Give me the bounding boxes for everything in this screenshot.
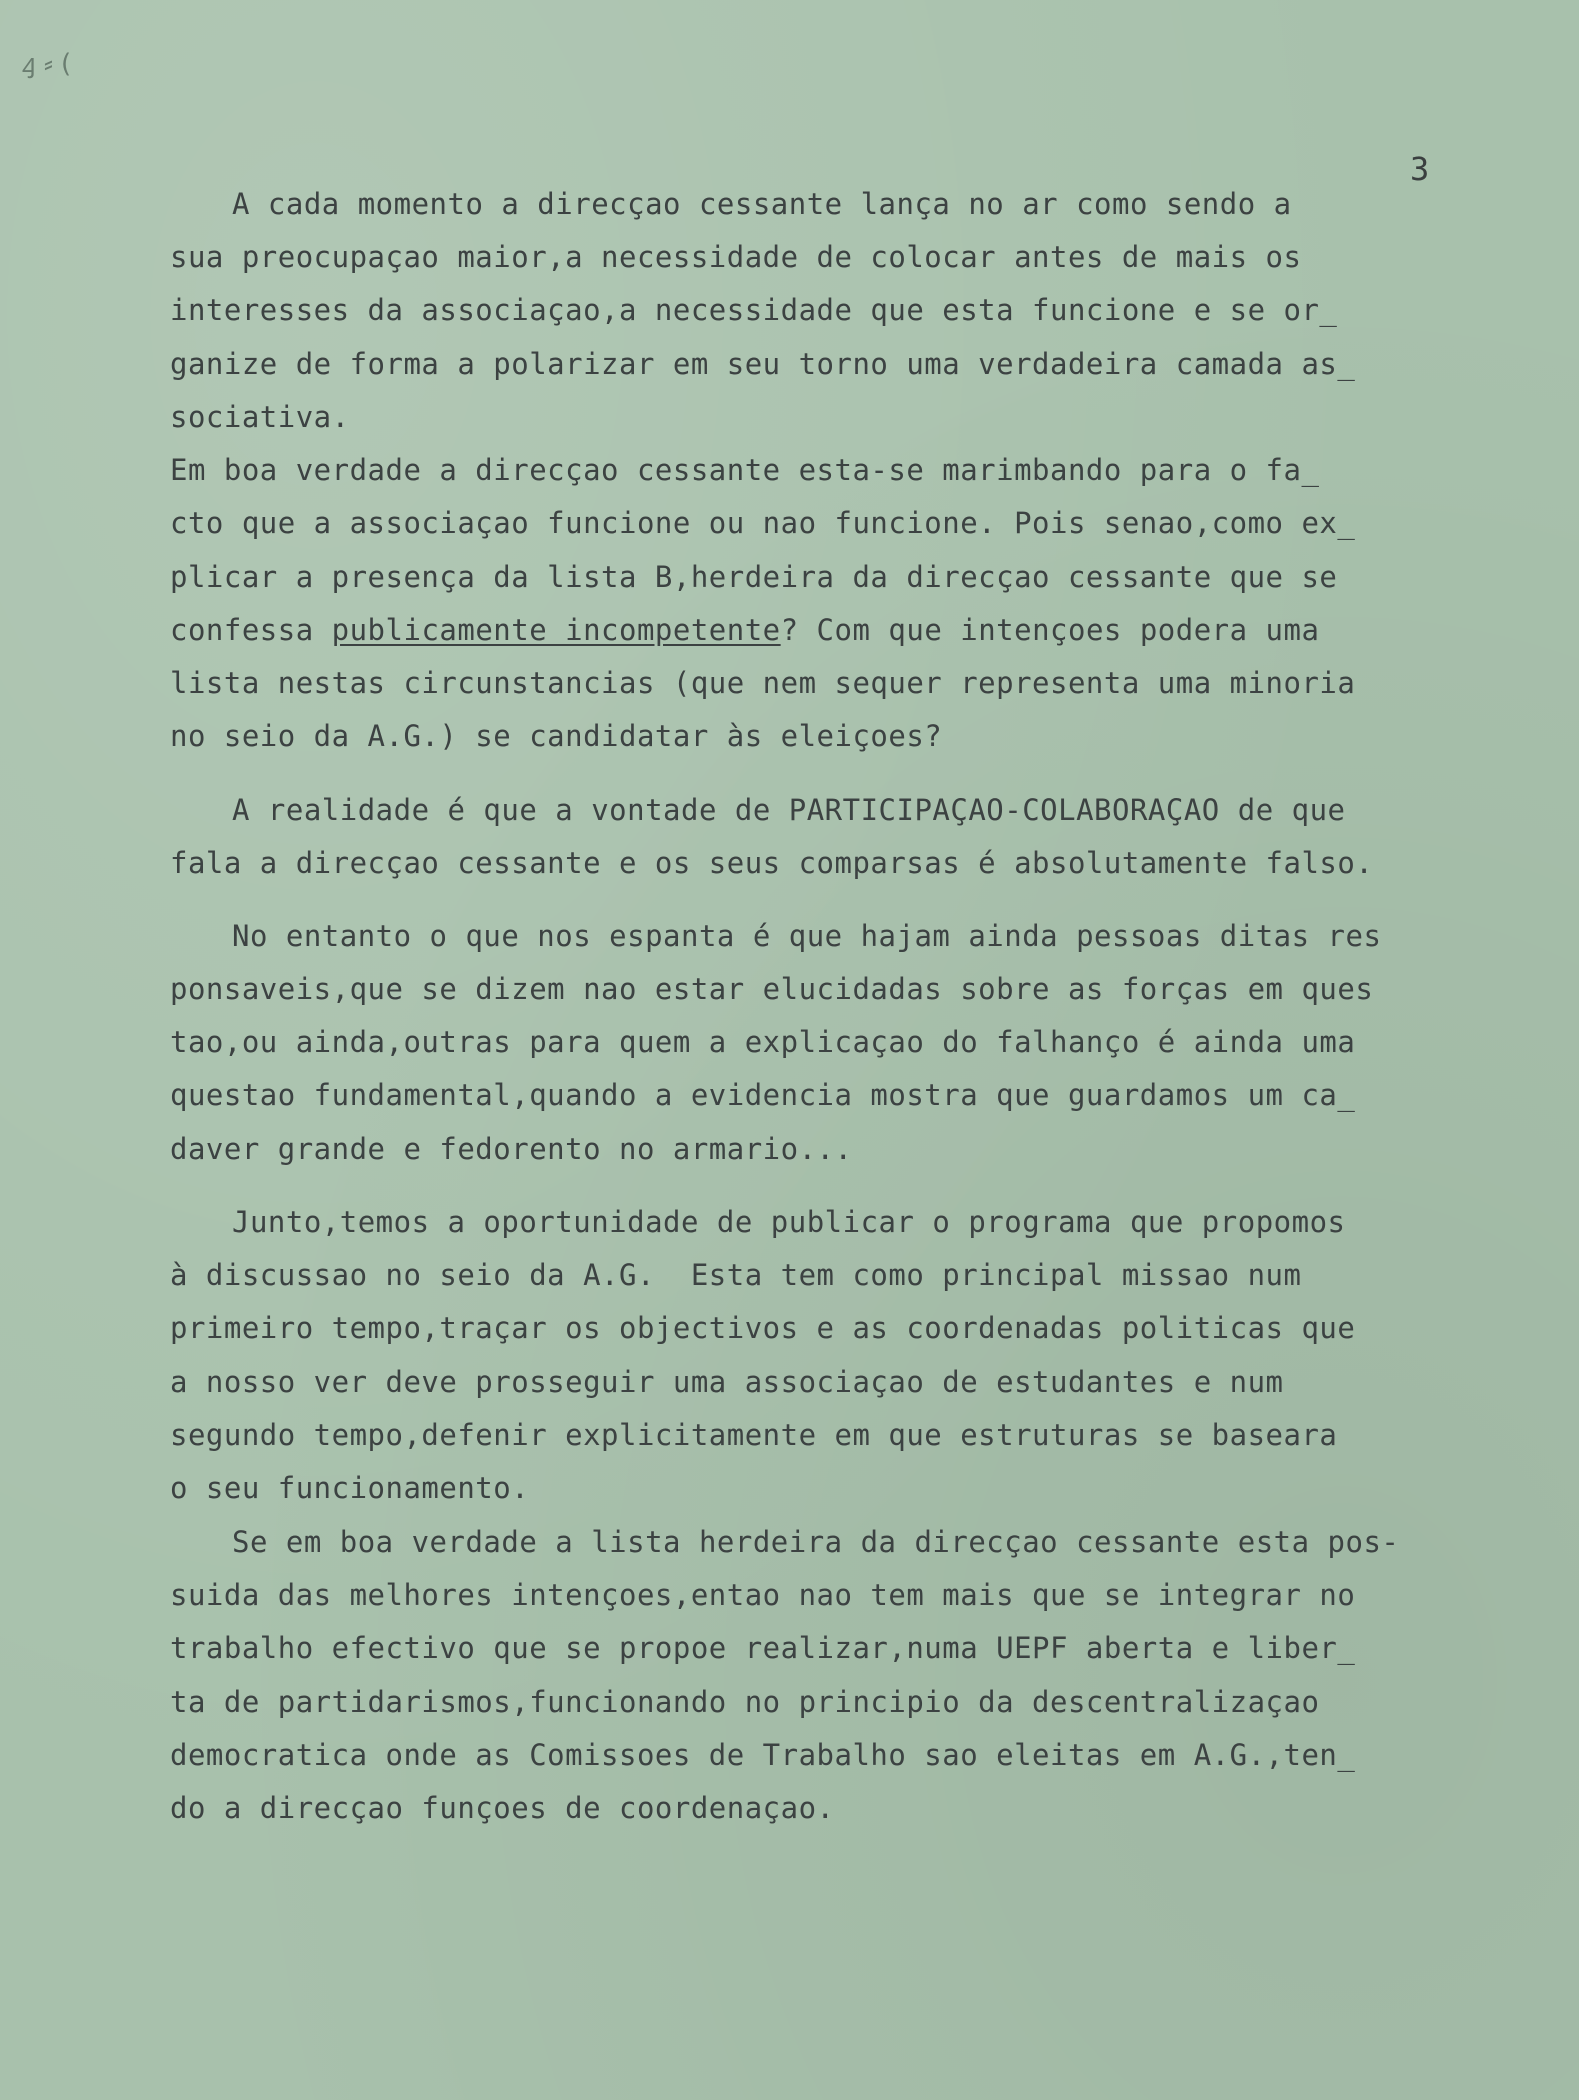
text-line: lista nestas circunstancias (que nem sequer representa uma minoria [170, 666, 1356, 700]
underlined-phrase: publicamente incompetente [331, 613, 781, 647]
text-line: A cada momento a direcçao cessante lança no ar como sendo a [232, 187, 1292, 221]
text-line: democratica onde as Comissoes de Trabalho sao eleitas em A.G.,ten_ [170, 1738, 1356, 1772]
text-line: o seu funcionamento. [170, 1471, 530, 1505]
text-line [170, 610, 1319, 650]
text-line: ta de partidarismos,funcionando no principio da descentralizaçao [170, 1685, 1320, 1719]
text-line: segundo tempo,defenir explicitamente em que estruturas se baseara [170, 1418, 1338, 1452]
text-line: suida das melhores intençoes,entao nao tem mais que se integrar no [170, 1578, 1356, 1612]
text-line: primeiro tempo,traçar os objectivos e as coordenadas politicas que [170, 1311, 1356, 1345]
text-line: ponsaveis,que se dizem nao estar elucidadas sobre as forças em ques [170, 972, 1374, 1006]
text-line: questao fundamental,quando a evidencia mostra que guardamos um ca_ [170, 1078, 1356, 1112]
text-line: fala a direcçao cessante e os seus comparsas é absolutamente falso. [170, 846, 1374, 880]
text-line: Se em boa verdade a lista herdeira da direcçao cessante esta pos- [232, 1525, 1400, 1559]
page-number: 3 [1410, 150, 1430, 188]
text-line: do a direcçao funçoes de coordenaçao. [170, 1791, 835, 1825]
text-line: sua preocupaçao maior,a necessidade de colocar antes de mais os [170, 240, 1302, 274]
text-line: trabalho efectivo que se propoe realizar,numa UEPF aberta e liber_ [170, 1631, 1356, 1665]
text-line: no seio da A.G.) se candidatar às eleiçoes? [170, 719, 943, 753]
text-line: plicar a presença da lista B,herdeira da direcçao cessante que se [170, 560, 1338, 594]
text-line: a nosso ver deve prosseguir uma associaçao de estudantes e num [170, 1365, 1284, 1399]
text-line: No entanto o que nos espanta é que hajam ainda pessoas ditas res [232, 919, 1382, 953]
text-segment: ? Com que intençoes podera uma [780, 613, 1320, 647]
text-line: A realidade é que a vontade de PARTICIPAÇAO-COLABORAÇAO de que [232, 793, 1346, 827]
text-line: daver grande e fedorento no armario... [170, 1132, 853, 1166]
text-line: Junto,temos a oportunidade de publicar o programa que propomos [232, 1205, 1346, 1239]
text-line: tao,ou ainda,outras para quem a explicaçao do falhanço é ainda uma [170, 1025, 1356, 1059]
text-segment: confessa [170, 613, 332, 647]
text-line: ganize de forma a polarizar em seu torno uma verdadeira camada as_ [170, 347, 1356, 381]
text-line: interesses da associaçao,a necessidade que esta funcione e se or_ [170, 293, 1338, 327]
text-line: à discussao no seio da A.G. Esta tem como principal missao num [170, 1258, 1302, 1292]
text-line: cto que a associaçao funcione ou nao funcione. Pois senao,como ex_ [170, 506, 1356, 540]
text-line: Em boa verdade a direcçao cessante esta-se marimbando para o fa_ [170, 453, 1320, 487]
text-line: sociativa. [170, 400, 350, 434]
corner-handwritten-mark: ꜭ ⸗ ( [22, 49, 72, 79]
